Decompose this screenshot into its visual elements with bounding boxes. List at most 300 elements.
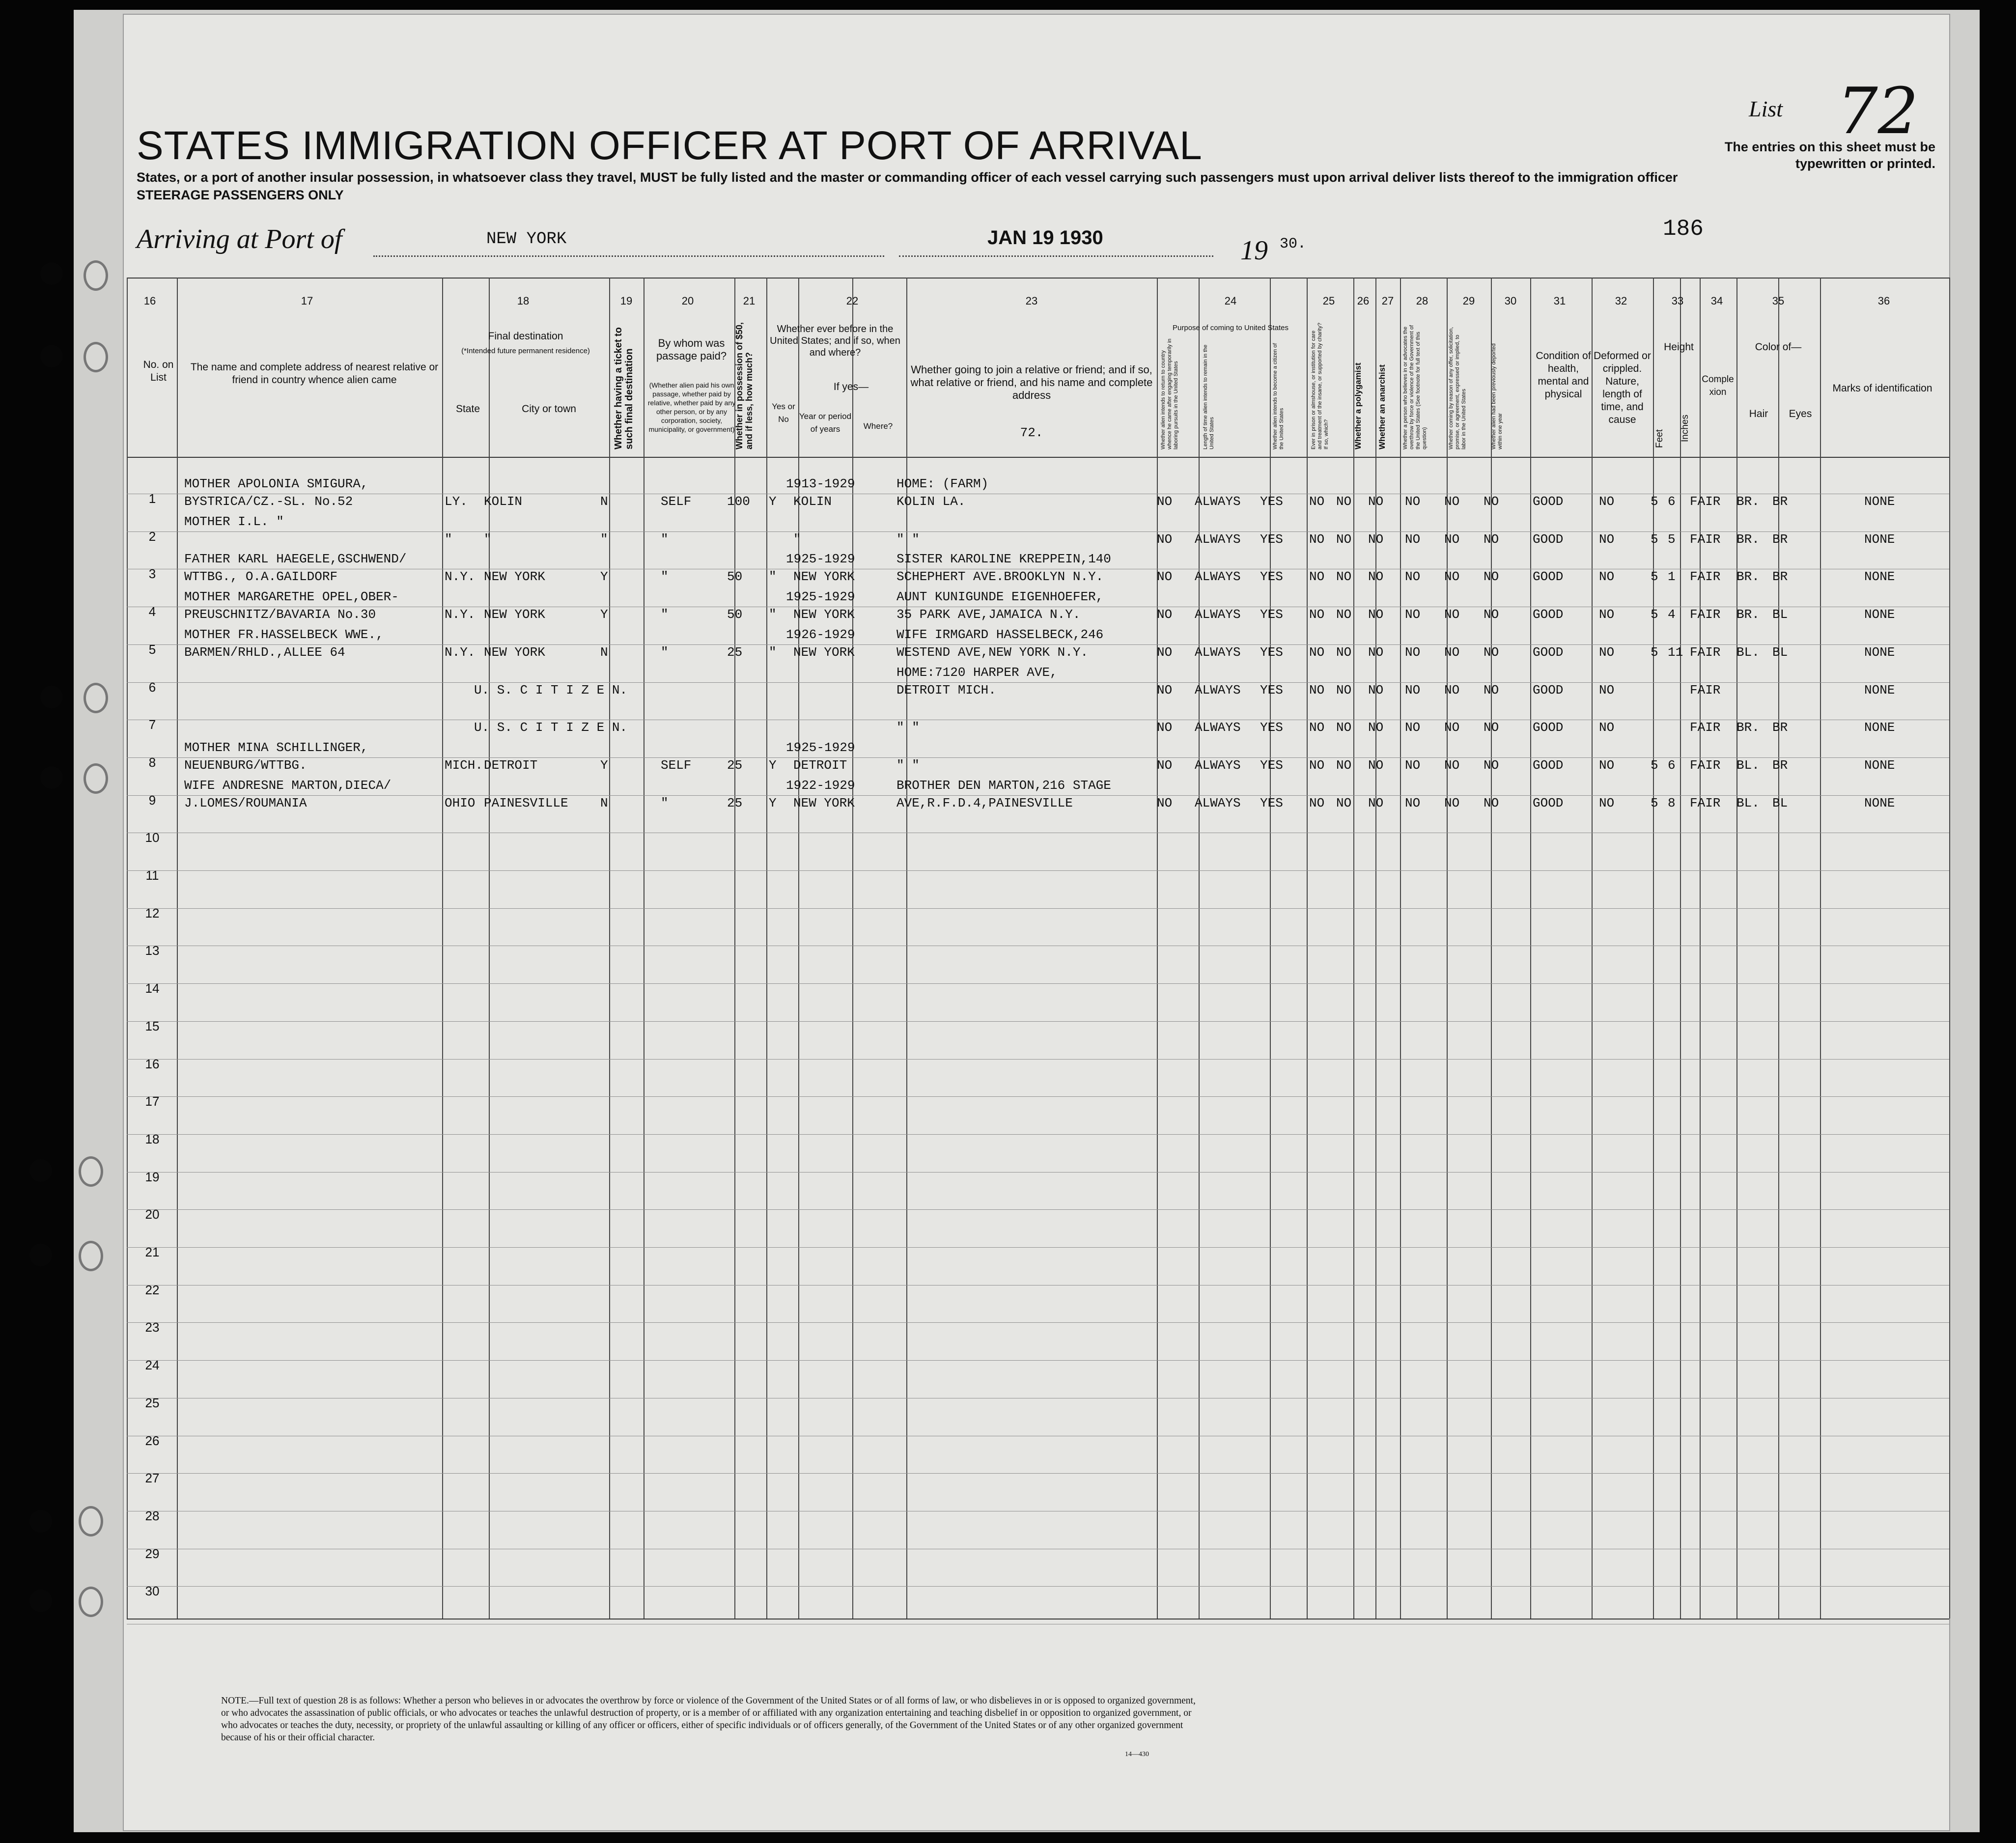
row-number: 16 [145, 1056, 160, 1071]
entry-inches: 4 [1668, 607, 1676, 622]
entry-before: " [769, 607, 777, 622]
header-eyes: Eyes [1789, 408, 1812, 419]
entry-c27: NO [1368, 644, 1384, 660]
entry-city: NEW YORK [484, 569, 545, 585]
page-title: STATES IMMIGRATION OFFICER AT PORT OF ARRIVAL [137, 123, 1203, 168]
entry-state: N.Y. [445, 607, 476, 622]
header-feet: Feet [1654, 429, 1665, 448]
row-number: 29 [145, 1546, 160, 1561]
header-inches: Inches [1680, 415, 1690, 442]
entry-ticket: Y [600, 569, 608, 585]
row-number: 15 [145, 1018, 160, 1033]
column-line [1491, 278, 1492, 1619]
header-purpose: Purpose of coming to United States [1173, 324, 1288, 332]
column-number: 31 [1553, 295, 1566, 307]
entry-join1: BROTHER DEN MARTON,216 STAGE [896, 778, 1111, 793]
column-line [1592, 278, 1593, 1619]
header-join-relative: Whether going to join a relative or friend; and if so, what relative or friend, and his name and complete address [910, 363, 1153, 401]
binder-ring [84, 763, 108, 794]
entry-state: " [445, 531, 452, 547]
entry-money: 25 [727, 795, 743, 810]
column-line [1270, 278, 1271, 1619]
entry-city: KOLIN [484, 494, 523, 509]
column-line [766, 278, 767, 1619]
header-labor-offer: Whether coming by reason of any offer, solicitation, promise, or agreement, expressed or implied, to labor in the United States [1448, 327, 1467, 449]
entry-p-citizen: YES [1260, 682, 1283, 698]
manifest-sheet [123, 14, 1950, 1831]
column-number: 19 [620, 295, 633, 307]
entry-paid: " [661, 795, 669, 810]
row-number: 23 [145, 1320, 160, 1335]
header-before-in-us: Whether ever before in the United States; and if so, when and where? [770, 324, 900, 358]
entry-money: 25 [727, 644, 743, 660]
table-bottom-rule [127, 1619, 1949, 1620]
entry-eyes: BR [1772, 569, 1788, 585]
entry-c29: NO [1444, 757, 1460, 773]
entry-join1: HOME:7120 HARPER AVE, [896, 665, 1058, 680]
binder-hole [29, 1510, 52, 1533]
row-number: 2 [148, 529, 156, 544]
header-passage-paid: By whom was passage paid? [656, 337, 727, 362]
entry-p-citizen: YES [1260, 531, 1283, 547]
list-note: The entries on this sheet must be typewritten or printed. [1724, 140, 1935, 171]
column-number: 17 [301, 295, 313, 307]
entry-c30: NO [1484, 494, 1499, 509]
entry-p-length: ALWAYS [1195, 795, 1241, 810]
entry-marks: NONE [1864, 569, 1895, 585]
header-ticket: Whether having a ticket to such final destination [613, 327, 635, 449]
row-number: 11 [145, 868, 159, 883]
entry-deformed: NO [1599, 531, 1615, 547]
entry-rel2: PREUSCHNITZ/BAVARIA No.30 [184, 607, 376, 622]
entry-state: N.Y. [445, 644, 476, 660]
row-number: 13 [145, 943, 160, 958]
column-line [1353, 278, 1354, 1619]
entry-city: DETROIT [484, 757, 538, 773]
entry-marks: NONE [1864, 682, 1895, 698]
header-color: Color of— [1755, 341, 1802, 353]
header-anarchist: Whether an anarchist [1377, 364, 1387, 449]
column-line [1949, 278, 1950, 1619]
entry-c28: NO [1405, 569, 1421, 585]
header-bottom-rule [127, 457, 1949, 458]
binder-ring [84, 683, 108, 713]
binder-ring [79, 1156, 103, 1187]
entry-p-length: ALWAYS [1195, 644, 1241, 660]
page-number: 186 [1663, 216, 1704, 242]
entry-deformed: NO [1599, 682, 1615, 698]
entry-complexion: FAIR [1690, 720, 1721, 735]
entry-p-return: NO [1157, 531, 1173, 547]
row-number: 3 [148, 566, 156, 582]
row-line [127, 983, 1949, 984]
row-number: 28 [145, 1508, 160, 1523]
entry-c28: NO [1405, 795, 1421, 810]
footnote: NOTE.—Full text of question 28 is as follows: Whether a person who believes in or advocates the overthrow by force or violence of the Government of the United States or of all forms of law, or who disbelieves in or is opposed to organized government, or who advocates the assassination of public officials, or who advocates or teaches the unlawful destruction of property, or is a member of or affiliated with any organization entertaining and teaching disbelief in or opposition to organized government, or who advocates or teaches the duty, necessity, or propriety of the unlawful assaulting or killing of any officer or officers, either of specific individuals or of officers generally, of the Government of the United States or of any other organized government because of his or their official character. [221, 1696, 1196, 1743]
entry-state: MICH. [445, 757, 483, 773]
entry-c26: NO [1336, 607, 1352, 622]
entry-join1: AUNT KUNIGUNDE EIGENHOEFER, [896, 589, 1104, 605]
entry-feet: 5 [1651, 757, 1658, 773]
column-number: 34 [1710, 295, 1723, 307]
entry-deformed: NO [1599, 795, 1615, 810]
entry-c27: NO [1368, 569, 1384, 585]
header-money: Whether in possession of $50, and if less, how much? [734, 322, 754, 449]
entry-complexion: FAIR [1690, 644, 1721, 660]
column-number: 20 [681, 295, 694, 307]
list-label: List [1749, 96, 1783, 121]
row-number: 5 [148, 642, 156, 657]
header-purpose-return: Whether alien intends to return to country whence he came after engaging temporarily in laboring pursuits in the United States [1160, 338, 1179, 449]
row-line [127, 1134, 1949, 1135]
entry-c28: NO [1405, 720, 1421, 735]
column-line [489, 278, 490, 1619]
row-number: 19 [145, 1169, 160, 1184]
entry-c26: NO [1336, 531, 1352, 547]
entry-citizen: U. S. C I T I Z E N. [474, 720, 628, 735]
row-number: 14 [145, 981, 160, 996]
entry-before: Y [769, 795, 777, 810]
entry-before: " [769, 569, 777, 585]
entry-p-citizen: YES [1260, 757, 1283, 773]
entry-c25: NO [1309, 644, 1325, 660]
binder-ring [79, 1241, 103, 1271]
row-line [127, 1209, 1949, 1210]
column-number: 21 [743, 295, 756, 307]
row-number: 1 [148, 491, 156, 506]
entry-join2: WESTEND AVE,NEW YORK N.Y. [896, 644, 1089, 660]
header-purpose-length: Length of time alien intends to remain in the United States [1203, 344, 1215, 449]
entry-c29: NO [1444, 682, 1460, 698]
entry-paid: SELF [661, 494, 692, 509]
entry-where: " [793, 531, 801, 547]
row-number: 18 [145, 1131, 160, 1146]
table-top-rule [127, 278, 1949, 279]
row-number: 12 [145, 905, 160, 921]
column-line [1375, 278, 1376, 1619]
entry-p-citizen: YES [1260, 644, 1283, 660]
header-yes-no: Yes or No [772, 402, 795, 424]
binder-hole [40, 345, 63, 367]
entry-rel1: FATHER KARL HAEGELE,GSCHWEND/ [184, 552, 407, 567]
entry-city: PAINESVILLE [484, 795, 568, 810]
entry-join2: SCHEPHERT AVE.BROOKLYN N.Y. [896, 569, 1104, 585]
entry-c30: NO [1484, 531, 1499, 547]
column-number: 24 [1224, 295, 1237, 307]
entry-hair: BL. [1736, 644, 1760, 660]
entry-p-return: NO [1157, 757, 1173, 773]
entry-health: GOOD [1533, 720, 1564, 735]
entry-c25: NO [1309, 757, 1325, 773]
header-deformed: Deformed or crippled. Nature, length of time, and cause [1594, 350, 1651, 425]
entry-health: GOOD [1533, 531, 1564, 547]
row-line [127, 531, 1949, 532]
row-line [127, 1059, 1949, 1060]
binder-ring [79, 1506, 103, 1536]
header-height: Height [1664, 341, 1694, 353]
row-number: 4 [148, 604, 156, 619]
entry-deformed: NO [1599, 494, 1615, 509]
port-value: NEW YORK [486, 230, 567, 249]
entry-c26: NO [1336, 720, 1352, 735]
entry-join2: " " [896, 720, 920, 735]
entry-citizen: U. S. C I T I Z E N. [474, 682, 628, 698]
entry-complexion: FAIR [1690, 569, 1721, 585]
entry-p-return: NO [1157, 494, 1173, 509]
entry-money: 50 [727, 569, 743, 585]
entry-c25: NO [1309, 569, 1325, 585]
entry-c25: NO [1309, 720, 1325, 735]
entry-health: GOOD [1533, 569, 1564, 585]
entry-p-length: ALWAYS [1195, 720, 1241, 735]
entry-eyes: BR [1772, 494, 1788, 509]
entry-c26: NO [1336, 569, 1352, 585]
column-line [1820, 278, 1821, 1619]
entry-paid: " [661, 607, 669, 622]
entry-join2: 35 PARK AVE,JAMAICA N.Y. [896, 607, 1081, 622]
entry-eyes: BL [1772, 607, 1788, 622]
column-number: 16 [143, 295, 156, 307]
entry-c25: NO [1309, 531, 1325, 547]
header-health: Condition of health, mental and physical [1536, 350, 1591, 400]
entry-p-length: ALWAYS [1195, 607, 1241, 622]
entry-deformed: NO [1599, 569, 1615, 585]
header-polygamist: Whether a polygamist [1353, 363, 1363, 449]
entry-feet: 5 [1651, 607, 1658, 622]
entry-p-length: ALWAYS [1195, 682, 1241, 698]
entry-c30: NO [1484, 607, 1499, 622]
binder-ring [79, 1587, 103, 1617]
entry-eyes: BR [1772, 720, 1788, 735]
header-city: City or town [522, 403, 576, 415]
entry-p-length: ALWAYS [1195, 757, 1241, 773]
entry-where: DETROIT [793, 757, 847, 773]
entry-hair: BR. [1736, 494, 1760, 509]
entry-rel2: BYSTRICA/CZ.-SL. No.52 [184, 494, 353, 509]
entry-p-return: NO [1157, 569, 1173, 585]
entry-p-return: NO [1157, 795, 1173, 810]
entry-paid: SELF [661, 757, 692, 773]
entry-p-return: NO [1157, 644, 1173, 660]
entry-c28: NO [1405, 682, 1421, 698]
entry-rel1: WIFE ANDRESNE MARTON,DIECA/ [184, 778, 392, 793]
entry-inches: 6 [1668, 757, 1676, 773]
entry-join2: AVE,R.F.D.4,PAINESVILLE [896, 795, 1073, 810]
entry-c28: NO [1405, 757, 1421, 773]
row-number: 21 [145, 1245, 160, 1259]
entry-c25: NO [1309, 795, 1325, 810]
entry-years: 1922-1929 [786, 778, 855, 793]
entry-c30: NO [1484, 569, 1499, 585]
entry-c27: NO [1368, 607, 1384, 622]
header-year-period: Year or period of years [799, 412, 852, 434]
form-code: 14—430 [1125, 1751, 1149, 1758]
entry-rel1: MOTHER FR.HASSELBECK WWE., [184, 627, 384, 642]
instruction-line: States, or a port of another insular possession, in whatsoever class they travel, MUST be fully listed and the master or commanding officer of each vessel carrying such passengers must upon arrival deliver lists thereof to the immigration officer [137, 170, 1678, 185]
entry-hair: BL. [1736, 757, 1760, 773]
column-line [1307, 278, 1308, 1619]
entry-c27: NO [1368, 682, 1384, 698]
column-number: 27 [1381, 295, 1394, 307]
year-prefix: 19 [1240, 235, 1268, 266]
column-number: 35 [1772, 295, 1785, 307]
entry-city: NEW YORK [484, 644, 545, 660]
header-if-yes: If yes— [833, 381, 869, 392]
entry-eyes: BL [1772, 795, 1788, 810]
row-line [127, 1360, 1949, 1361]
header-complexion: Complexion [1702, 374, 1734, 397]
entry-feet: 5 [1651, 644, 1658, 660]
entry-complexion: FAIR [1690, 682, 1721, 698]
column-line [1530, 278, 1531, 1619]
entry-money: 100 [727, 494, 750, 509]
entry-p-citizen: YES [1260, 607, 1283, 622]
column-line [1400, 278, 1401, 1619]
entry-complexion: FAIR [1690, 795, 1721, 810]
binder-hole [29, 1244, 52, 1266]
row-number: 7 [148, 717, 156, 732]
entry-where: NEW YORK [793, 795, 855, 810]
column-number: 18 [517, 295, 530, 307]
entry-feet: 5 [1651, 531, 1658, 547]
entry-inches: 1 [1668, 569, 1676, 585]
entry-marks: NONE [1864, 644, 1895, 660]
row-line [127, 682, 1949, 683]
entry-paid: " [661, 531, 669, 547]
entry-before: Y [769, 757, 777, 773]
row-number: 22 [145, 1282, 160, 1297]
entry-p-return: NO [1157, 607, 1173, 622]
row-line [127, 757, 1949, 758]
row-line [127, 1247, 1949, 1248]
entry-complexion: FAIR [1690, 531, 1721, 547]
entry-c27: NO [1368, 795, 1384, 810]
entry-hair: BR. [1736, 720, 1760, 735]
entry-years: 1925-1929 [786, 740, 855, 755]
entry-c25: NO [1309, 607, 1325, 622]
entry-c27: NO [1368, 531, 1384, 547]
row-number: 30 [145, 1584, 160, 1599]
entry-years: 1913-1929 [786, 476, 855, 491]
entry-inches: 11 [1668, 644, 1683, 660]
entry-health: GOOD [1533, 644, 1564, 660]
entry-p-length: ALWAYS [1195, 494, 1241, 509]
row-line [127, 1021, 1949, 1022]
entry-hair: BR. [1736, 531, 1760, 547]
entry-state: N.Y. [445, 569, 476, 585]
entry-years: 1926-1929 [786, 627, 855, 642]
column-number: 36 [1877, 295, 1890, 307]
header-state: State [455, 403, 480, 415]
entry-marks: NONE [1864, 494, 1895, 509]
entry-ticket: N [600, 644, 608, 660]
column-number: 29 [1462, 295, 1475, 307]
column-number: 30 [1504, 295, 1517, 307]
entry-paid: " [661, 569, 669, 585]
row-number: 6 [148, 679, 156, 695]
entry-years: 1925-1929 [786, 552, 855, 567]
entry-p-return: NO [1157, 682, 1173, 698]
column-number: 33 [1671, 295, 1684, 307]
entry-marks: NONE [1864, 531, 1895, 547]
entry-inches: 6 [1668, 494, 1676, 509]
entry-paid: " [661, 644, 669, 660]
entry-deformed: NO [1599, 607, 1615, 622]
entry-hair: BR. [1736, 569, 1760, 585]
entry-hair: BL. [1736, 795, 1760, 810]
entry-rel1: MOTHER APOLONIA SMIGURA, [184, 476, 368, 491]
row-number: 10 [145, 830, 160, 845]
entry-c29: NO [1444, 607, 1460, 622]
entry-complexion: FAIR [1690, 757, 1721, 773]
entry-ticket: Y [600, 757, 608, 773]
column-line [442, 278, 443, 1619]
column-number: 25 [1322, 295, 1335, 307]
entry-years: 1925-1929 [786, 589, 855, 605]
arriving-label: Arriving at Port of [137, 224, 342, 254]
entry-feet: 5 [1651, 569, 1658, 585]
entry-c29: NO [1444, 644, 1460, 660]
row-number: 9 [148, 792, 156, 808]
entry-c28: NO [1405, 607, 1421, 622]
entry-eyes: BL [1772, 644, 1788, 660]
entry-join1: HOME: (FARM) [896, 476, 989, 491]
entry-c26: NO [1336, 795, 1352, 810]
row-line [127, 1096, 1949, 1097]
entry-join2: " " [896, 757, 920, 773]
entry-join2: DETROIT MICH. [896, 682, 996, 698]
entry-ticket: N [600, 494, 608, 509]
entry-feet: 5 [1651, 795, 1658, 810]
header-list-number: No. on List [143, 359, 174, 383]
entry-c29: NO [1444, 795, 1460, 810]
entry-c28: NO [1405, 644, 1421, 660]
row-line [127, 1586, 1949, 1587]
entry-c30: NO [1484, 682, 1499, 698]
column-number: 23 [1025, 295, 1038, 307]
entry-inches: 5 [1668, 531, 1676, 547]
entry-join2: KOLIN LA. [896, 494, 966, 509]
entry-health: GOOD [1533, 494, 1564, 509]
binder-hole [29, 1590, 52, 1612]
passenger-class-line: STEERAGE PASSENGERS ONLY [137, 188, 344, 202]
entry-p-length: ALWAYS [1195, 531, 1241, 547]
entry-p-citizen: YES [1260, 795, 1283, 810]
year-suffix: 30. [1280, 236, 1307, 252]
column-line [1736, 278, 1737, 1619]
entry-join1: SISTER KAROLINE KREPPEIN,140 [896, 552, 1111, 567]
entry-c27: NO [1368, 757, 1384, 773]
header-marks: Marks of identification [1832, 383, 1932, 394]
column-line [1778, 278, 1779, 1619]
entry-rel2: WTTBG., O.A.GAILDORF [184, 569, 338, 585]
header-overthrow: Whether a person who believes in or advocates the overthrow by force or violence of the Government of the United States (See footnote for full text of this question) [1402, 325, 1428, 449]
entry-ticket: Y [600, 607, 608, 622]
entry-before: " [769, 644, 777, 660]
header-final-destination-note: (*Intended future permanent residence) [461, 347, 590, 355]
entry-rel1: MOTHER MINA SCHILLINGER, [184, 740, 368, 755]
row-number: 26 [145, 1433, 160, 1448]
entry-c30: NO [1484, 644, 1499, 660]
column-line [177, 278, 178, 1619]
row-line [127, 870, 1949, 871]
row-number: 8 [148, 754, 156, 770]
column-line [1680, 278, 1681, 1619]
entry-where: NEW YORK [793, 569, 855, 585]
binder-hole [40, 686, 63, 708]
column-number: 28 [1416, 295, 1428, 307]
entry-c28: NO [1405, 494, 1421, 509]
